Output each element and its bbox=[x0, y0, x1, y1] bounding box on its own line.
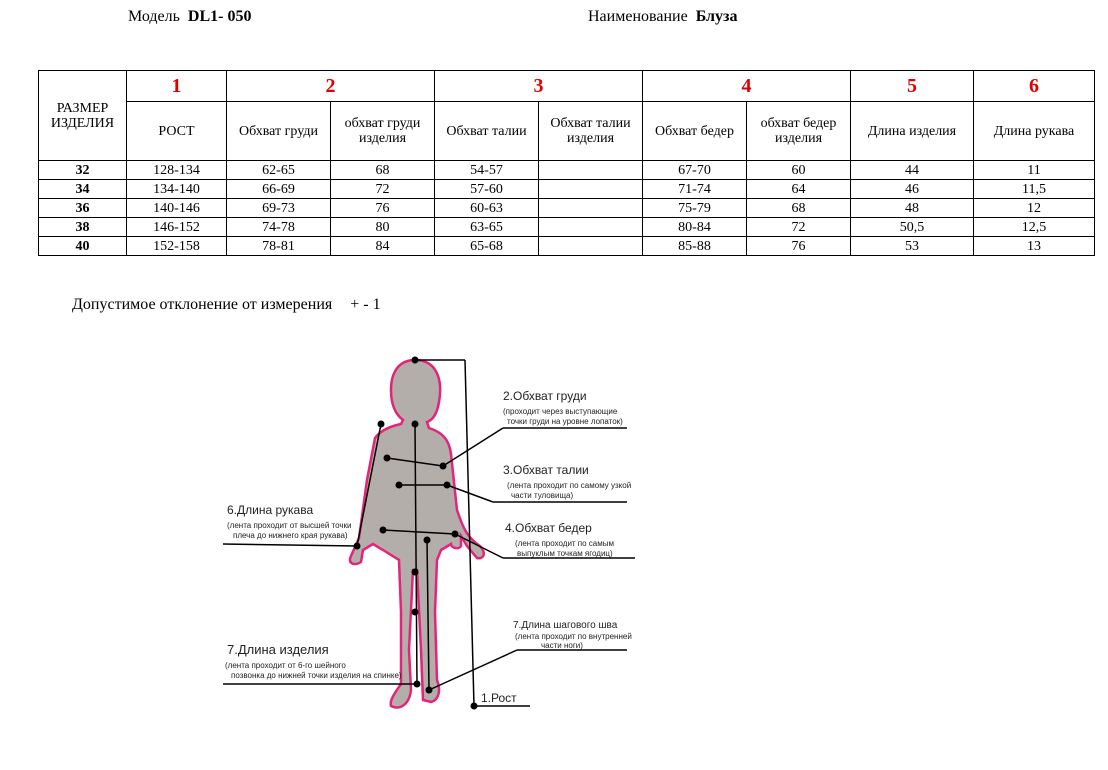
size-cell: 36 bbox=[39, 199, 127, 218]
dot-knee bbox=[412, 569, 419, 576]
length-note-1: (лента проходит от 6-го шейного bbox=[225, 661, 346, 670]
length-note-2: позвонка до нижней точки изделия на спинке) bbox=[231, 671, 402, 680]
table-cell: 65-68 bbox=[435, 237, 539, 256]
group-number-4: 4 bbox=[643, 71, 851, 102]
group-number-1: 1 bbox=[127, 71, 227, 102]
waist-note-1: (лента проходит по самому узкой bbox=[507, 481, 632, 490]
table-cell: 13 bbox=[974, 237, 1095, 256]
waist-note-2: части туловища) bbox=[511, 491, 574, 500]
size-cell: 32 bbox=[39, 161, 127, 180]
table-cell: 76 bbox=[331, 199, 435, 218]
inseam-title: 7.Длина шагового шва bbox=[513, 620, 618, 631]
column-header: Обхват груди bbox=[227, 102, 331, 161]
size-cell: 38 bbox=[39, 218, 127, 237]
table-cell: 76 bbox=[747, 237, 851, 256]
column-header: Обхват талии bbox=[435, 102, 539, 161]
column-header: Длина рукава bbox=[974, 102, 1095, 161]
dot-neck bbox=[412, 421, 419, 428]
table-cell: 140-146 bbox=[127, 199, 227, 218]
column-header: Обхват бедер bbox=[643, 102, 747, 161]
table-cell: 85-88 bbox=[643, 237, 747, 256]
sleeve-title: 6.Длина рукава bbox=[227, 503, 314, 517]
hip-title: 4.Обхват бедер bbox=[505, 521, 592, 535]
table-cell bbox=[539, 237, 643, 256]
tolerance-value: + - 1 bbox=[350, 296, 381, 313]
dot-hem bbox=[414, 681, 421, 688]
tolerance-label: Допустимое отклонение от измерения bbox=[72, 296, 333, 313]
table-cell: 72 bbox=[747, 218, 851, 237]
table-cell: 69-73 bbox=[227, 199, 331, 218]
table-cell: 60-63 bbox=[435, 199, 539, 218]
length-title: 7.Длина изделия bbox=[227, 642, 329, 657]
size-cell: 34 bbox=[39, 180, 127, 199]
name-label: Наименование bbox=[588, 8, 688, 25]
sleeve-note-1: (лента проходит от высшей точки bbox=[227, 521, 352, 530]
model-label: Модель bbox=[128, 8, 180, 25]
table-cell: 46 bbox=[851, 180, 974, 199]
table-cell bbox=[539, 199, 643, 218]
table-cell: 134-140 bbox=[127, 180, 227, 199]
inseam-note-2: части ноги) bbox=[541, 641, 583, 650]
name-value: Блуза bbox=[695, 8, 738, 25]
column-header: обхват бедер изделия bbox=[747, 102, 851, 161]
hip-note-2: выпуклым точкам ягодиц) bbox=[517, 549, 613, 558]
table-cell: 57-60 bbox=[435, 180, 539, 199]
group-number-5: 5 bbox=[851, 71, 974, 102]
dot-chest-left bbox=[384, 455, 391, 462]
table-cell: 84 bbox=[331, 237, 435, 256]
model-line bbox=[128, 8, 251, 26]
table-cell bbox=[539, 180, 643, 199]
dot-shoulder bbox=[378, 421, 385, 428]
column-header: Обхват талии изделия bbox=[539, 102, 643, 161]
name-line bbox=[588, 8, 737, 26]
table-cell: 152-158 bbox=[127, 237, 227, 256]
table-cell: 64 bbox=[747, 180, 851, 199]
chest-note-2: точки груди на уровне лопаток) bbox=[507, 417, 623, 426]
tolerance-note bbox=[72, 296, 381, 314]
table-cell: 146-152 bbox=[127, 218, 227, 237]
inseam-note-1: (лента проходит по внутренней bbox=[515, 632, 632, 641]
table-row bbox=[39, 199, 1095, 218]
chest-note-1: (проходит через выступающие bbox=[503, 407, 618, 416]
model-value: DL1- 050 bbox=[187, 8, 252, 25]
table-cell: 63-65 bbox=[435, 218, 539, 237]
dot-crotch bbox=[424, 537, 431, 544]
table-cell: 67-70 bbox=[643, 161, 747, 180]
group-number-3: 3 bbox=[435, 71, 643, 102]
column-header: Длина изделия bbox=[851, 102, 974, 161]
table-cell bbox=[539, 161, 643, 180]
table-cell: 62-65 bbox=[227, 161, 331, 180]
sleeve-leader bbox=[223, 544, 357, 546]
table-cell: 48 bbox=[851, 199, 974, 218]
dot-waist-left bbox=[396, 482, 403, 489]
table-cell: 74-78 bbox=[227, 218, 331, 237]
sleeve-note-2: плеча до нижнего края рукава) bbox=[233, 531, 348, 540]
dot-waist-right bbox=[444, 482, 451, 489]
table-cell: 66-69 bbox=[227, 180, 331, 199]
table-cell: 128-134 bbox=[127, 161, 227, 180]
dot-hip-left bbox=[380, 527, 387, 534]
group-number-row bbox=[39, 71, 1095, 102]
height-title: 1.Рост bbox=[481, 691, 517, 705]
table-cell: 54-57 bbox=[435, 161, 539, 180]
column-header-row bbox=[39, 102, 1095, 161]
table-cell: 68 bbox=[747, 199, 851, 218]
dot-thigh bbox=[412, 609, 419, 616]
table-cell: 50,5 bbox=[851, 218, 974, 237]
group-number-2: 2 bbox=[227, 71, 435, 102]
table-cell: 60 bbox=[747, 161, 851, 180]
measurement-diagram bbox=[215, 350, 645, 720]
column-header: обхват груди изделия bbox=[331, 102, 435, 161]
table-cell: 12 bbox=[974, 199, 1095, 218]
table-cell: 71-74 bbox=[643, 180, 747, 199]
table-cell: 11 bbox=[974, 161, 1095, 180]
dot-floor bbox=[471, 703, 478, 710]
column-header: РОСТ bbox=[127, 102, 227, 161]
hip-note-1: (лента проходит по самым bbox=[515, 539, 614, 548]
size-table bbox=[38, 70, 1095, 256]
dot-sleeve-end bbox=[354, 543, 361, 550]
dot-hip-right bbox=[452, 531, 459, 538]
table-row bbox=[39, 218, 1095, 237]
size-header: РАЗМЕР ИЗДЕЛИЯ bbox=[39, 71, 127, 161]
table-row bbox=[39, 237, 1095, 256]
table-cell: 12,5 bbox=[974, 218, 1095, 237]
size-cell: 40 bbox=[39, 237, 127, 256]
dot-ankle bbox=[426, 687, 433, 694]
waist-title: 3.Обхват талии bbox=[503, 463, 589, 477]
table-cell: 44 bbox=[851, 161, 974, 180]
table-cell: 72 bbox=[331, 180, 435, 199]
table-row bbox=[39, 161, 1095, 180]
dot-chest-right bbox=[440, 463, 447, 470]
dot-head bbox=[412, 357, 419, 364]
chest-leader bbox=[443, 428, 503, 466]
table-cell bbox=[539, 218, 643, 237]
table-cell: 53 bbox=[851, 237, 974, 256]
table-cell: 80-84 bbox=[643, 218, 747, 237]
table-row bbox=[39, 180, 1095, 199]
chest-title: 2.Обхват груди bbox=[503, 389, 587, 403]
table-cell: 80 bbox=[331, 218, 435, 237]
table-cell: 78-81 bbox=[227, 237, 331, 256]
table-cell: 11,5 bbox=[974, 180, 1095, 199]
group-number-6: 6 bbox=[974, 71, 1095, 102]
table-cell: 75-79 bbox=[643, 199, 747, 218]
table-cell: 68 bbox=[331, 161, 435, 180]
